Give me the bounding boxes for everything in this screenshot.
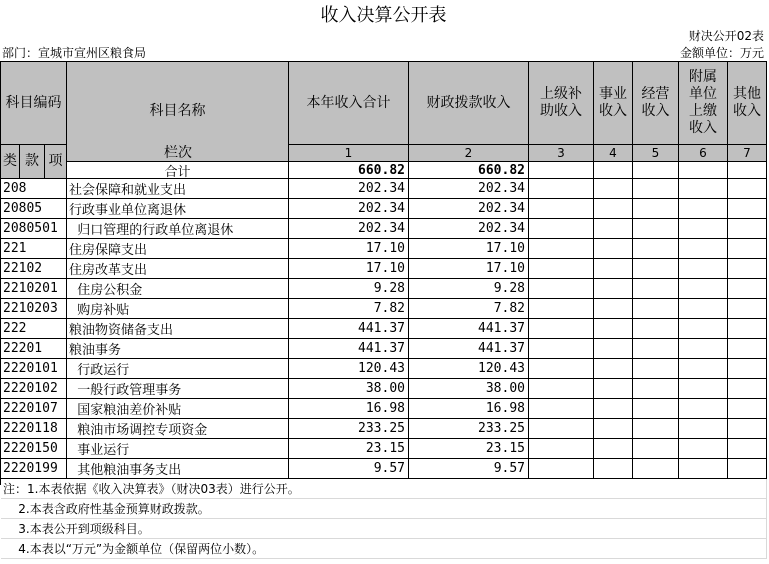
subject-name-cell: 行政事业单位离退休 [67, 199, 289, 219]
empty-cell [679, 379, 728, 399]
empty-cell [728, 199, 767, 219]
header-subject-code: 科目编码 [1, 62, 67, 145]
empty-cell [594, 339, 633, 359]
empty-cell [679, 179, 728, 199]
empty-cell [633, 239, 679, 259]
empty-cell [679, 339, 728, 359]
empty-cell [594, 259, 633, 279]
total-income-cell: 9.57 [289, 459, 409, 479]
empty-cell [529, 439, 594, 459]
subject-name-cell: 一般行政管理事务 [67, 379, 289, 399]
subject-code-cell: 222 [1, 319, 67, 339]
total-income-cell: 202.34 [289, 199, 409, 219]
empty-cell [679, 459, 728, 479]
empty-cell [728, 162, 767, 179]
header-subject-name: 科目名称 [67, 62, 289, 162]
fiscal-allocation-cell: 202.34 [409, 179, 529, 199]
column-number: 7 [728, 145, 767, 162]
fiscal-allocation-cell: 16.98 [409, 399, 529, 419]
subject-name-cell: 粮油市场调控专项资金 [67, 419, 289, 439]
empty-cell [679, 319, 728, 339]
subject-code-cell: 2220102 [1, 379, 67, 399]
total-fiscal-value: 660.82 [409, 162, 529, 179]
subject-code-cell: 22201 [1, 339, 67, 359]
empty-cell [728, 419, 767, 439]
subject-name-cell: 归口管理的行政单位离退休 [67, 219, 289, 239]
subject-code-cell: 2210201 [1, 279, 67, 299]
empty-cell [529, 199, 594, 219]
subject-code-cell: 2220101 [1, 359, 67, 379]
empty-cell [529, 219, 594, 239]
empty-cell [728, 219, 767, 239]
subject-code-cell: 20805 [1, 199, 67, 219]
column-number: 3 [529, 145, 594, 162]
subject-code-cell: 2220118 [1, 419, 67, 439]
fiscal-allocation-cell: 9.57 [409, 459, 529, 479]
fiscal-allocation-cell: 23.15 [409, 439, 529, 459]
header-xiang: 项 [45, 145, 67, 179]
header-kuan: 款 [20, 145, 45, 179]
fiscal-allocation-cell: 120.43 [409, 359, 529, 379]
subject-name-cell: 社会保障和就业支出 [67, 179, 289, 199]
subject-name-cell: 粮油物资储备支出 [67, 319, 289, 339]
note-line: 注：1.本表依据《收入决算表》（财决03表）进行公开。 [1, 479, 767, 499]
empty-cell [529, 259, 594, 279]
subject-code-cell: 2220199 [1, 459, 67, 479]
empty-cell [594, 359, 633, 379]
empty-cell [679, 199, 728, 219]
subject-name-cell: 住房改革支出 [67, 259, 289, 279]
fiscal-allocation-cell: 441.37 [409, 339, 529, 359]
empty-cell [529, 179, 594, 199]
empty-cell [633, 162, 679, 179]
empty-cell [633, 359, 679, 379]
empty-cell [728, 239, 767, 259]
total-income-cell: 7.82 [289, 299, 409, 319]
note-line: 2.本表含政府性基金预算财政拨款。 [1, 499, 767, 519]
empty-cell [529, 459, 594, 479]
empty-cell [594, 239, 633, 259]
empty-cell [679, 439, 728, 459]
empty-cell [529, 279, 594, 299]
note-line: 3.本表公开到项级科目。 [1, 519, 767, 539]
empty-cell [679, 419, 728, 439]
subject-code-cell: 2220107 [1, 399, 67, 419]
empty-cell [679, 359, 728, 379]
empty-cell [529, 239, 594, 259]
empty-cell [529, 162, 594, 179]
page-title: 收入决算公开表 [320, 4, 447, 26]
subject-code-cell: 208 [1, 179, 67, 199]
subject-name-cell: 事业运行 [67, 439, 289, 459]
column-number: 5 [633, 145, 679, 162]
column-number: 2 [409, 145, 529, 162]
empty-cell [529, 359, 594, 379]
fiscal-allocation-cell: 202.34 [409, 219, 529, 239]
total-income-cell: 9.28 [289, 279, 409, 299]
empty-cell [728, 179, 767, 199]
fiscal-allocation-cell: 17.10 [409, 239, 529, 259]
empty-cell [529, 299, 594, 319]
empty-cell [728, 359, 767, 379]
empty-cell [728, 439, 767, 459]
department-label: 部门：宣城市宣州区粮食局 [2, 46, 147, 60]
empty-cell [633, 439, 679, 459]
total-income-cell: 23.15 [289, 439, 409, 459]
subject-code-cell: 22102 [1, 259, 67, 279]
fiscal-allocation-cell: 38.00 [409, 379, 529, 399]
empty-cell [529, 319, 594, 339]
total-income-cell: 16.98 [289, 399, 409, 419]
total-income-value: 660.82 [289, 162, 409, 179]
column-index-label: 栏次 [164, 145, 192, 161]
empty-cell [594, 439, 633, 459]
total-income-cell: 202.34 [289, 179, 409, 199]
empty-cell [728, 459, 767, 479]
empty-cell [594, 162, 633, 179]
empty-cell [633, 179, 679, 199]
empty-cell [633, 399, 679, 419]
subject-code-cell: 2220150 [1, 439, 67, 459]
form-code: 财决公开02表 [688, 29, 764, 43]
total-income-cell: 17.10 [289, 259, 409, 279]
empty-cell [633, 419, 679, 439]
header-institution-income: 事业收入 [594, 62, 633, 145]
column-number: 1 [289, 145, 409, 162]
header-superior-subsidy: 上级补助收入 [529, 62, 594, 145]
subject-code-cell: 2210203 [1, 299, 67, 319]
subject-code-cell: 221 [1, 239, 67, 259]
empty-cell [594, 219, 633, 239]
total-income-cell: 441.37 [289, 339, 409, 359]
column-number: 4 [594, 145, 633, 162]
total-label: 合计 [67, 162, 289, 179]
empty-cell [529, 339, 594, 359]
subject-name-cell: 购房补贴 [67, 299, 289, 319]
subject-code-cell: 2080501 [1, 219, 67, 239]
header-other-income: 其他收入 [728, 62, 767, 145]
empty-cell [594, 399, 633, 419]
total-income-cell: 202.34 [289, 219, 409, 239]
empty-cell [594, 459, 633, 479]
empty-cell [679, 162, 728, 179]
empty-cell [679, 259, 728, 279]
total-income-cell: 441.37 [289, 319, 409, 339]
header-total-income: 本年收入合计 [289, 62, 409, 145]
empty-cell [594, 279, 633, 299]
total-income-cell: 17.10 [289, 239, 409, 259]
header-operating-income: 经营收入 [633, 62, 679, 145]
empty-cell [633, 199, 679, 219]
empty-cell [594, 379, 633, 399]
header-affiliated-income: 附属单位上缴收入 [679, 62, 728, 145]
header-lei: 类 [1, 145, 20, 179]
subject-name-cell: 国家粮油差价补贴 [67, 399, 289, 419]
empty-cell [679, 299, 728, 319]
empty-cell [633, 219, 679, 239]
empty-cell [679, 219, 728, 239]
empty-cell [728, 259, 767, 279]
header-fiscal-allocation: 财政拨款收入 [409, 62, 529, 145]
empty-cell [728, 279, 767, 299]
empty-cell [529, 379, 594, 399]
empty-cell [728, 399, 767, 419]
subject-name-cell: 住房公积金 [67, 279, 289, 299]
column-number: 6 [679, 145, 728, 162]
fiscal-allocation-cell: 17.10 [409, 259, 529, 279]
empty-cell [679, 239, 728, 259]
fiscal-allocation-cell: 202.34 [409, 199, 529, 219]
fiscal-allocation-cell: 233.25 [409, 419, 529, 439]
subject-name-cell: 行政运行 [67, 359, 289, 379]
subject-name-cell: 住房保障支出 [67, 239, 289, 259]
empty-cell [728, 299, 767, 319]
total-income-cell: 38.00 [289, 379, 409, 399]
unit-label: 金额单位：万元 [679, 46, 764, 60]
empty-cell [633, 459, 679, 479]
empty-cell [728, 319, 767, 339]
empty-cell [529, 399, 594, 419]
fiscal-allocation-cell: 441.37 [409, 319, 529, 339]
empty-cell [633, 319, 679, 339]
total-income-cell: 120.43 [289, 359, 409, 379]
note-line: 4.本表以“万元”为金额单位（保留两位小数）。 [1, 539, 767, 559]
empty-cell [679, 399, 728, 419]
empty-cell [728, 379, 767, 399]
total-income-cell: 233.25 [289, 419, 409, 439]
empty-cell [633, 259, 679, 279]
empty-cell [594, 299, 633, 319]
empty-cell [679, 279, 728, 299]
empty-cell [633, 339, 679, 359]
empty-cell [594, 419, 633, 439]
empty-cell [594, 319, 633, 339]
fiscal-allocation-cell: 9.28 [409, 279, 529, 299]
empty-cell [594, 199, 633, 219]
empty-cell [529, 419, 594, 439]
empty-cell [633, 279, 679, 299]
subject-name-cell: 粮油事务 [67, 339, 289, 359]
fiscal-allocation-cell: 7.82 [409, 299, 529, 319]
empty-cell [633, 379, 679, 399]
empty-cell [633, 299, 679, 319]
subject-name-cell: 其他粮油事务支出 [67, 459, 289, 479]
empty-cell [594, 179, 633, 199]
empty-cell [728, 339, 767, 359]
